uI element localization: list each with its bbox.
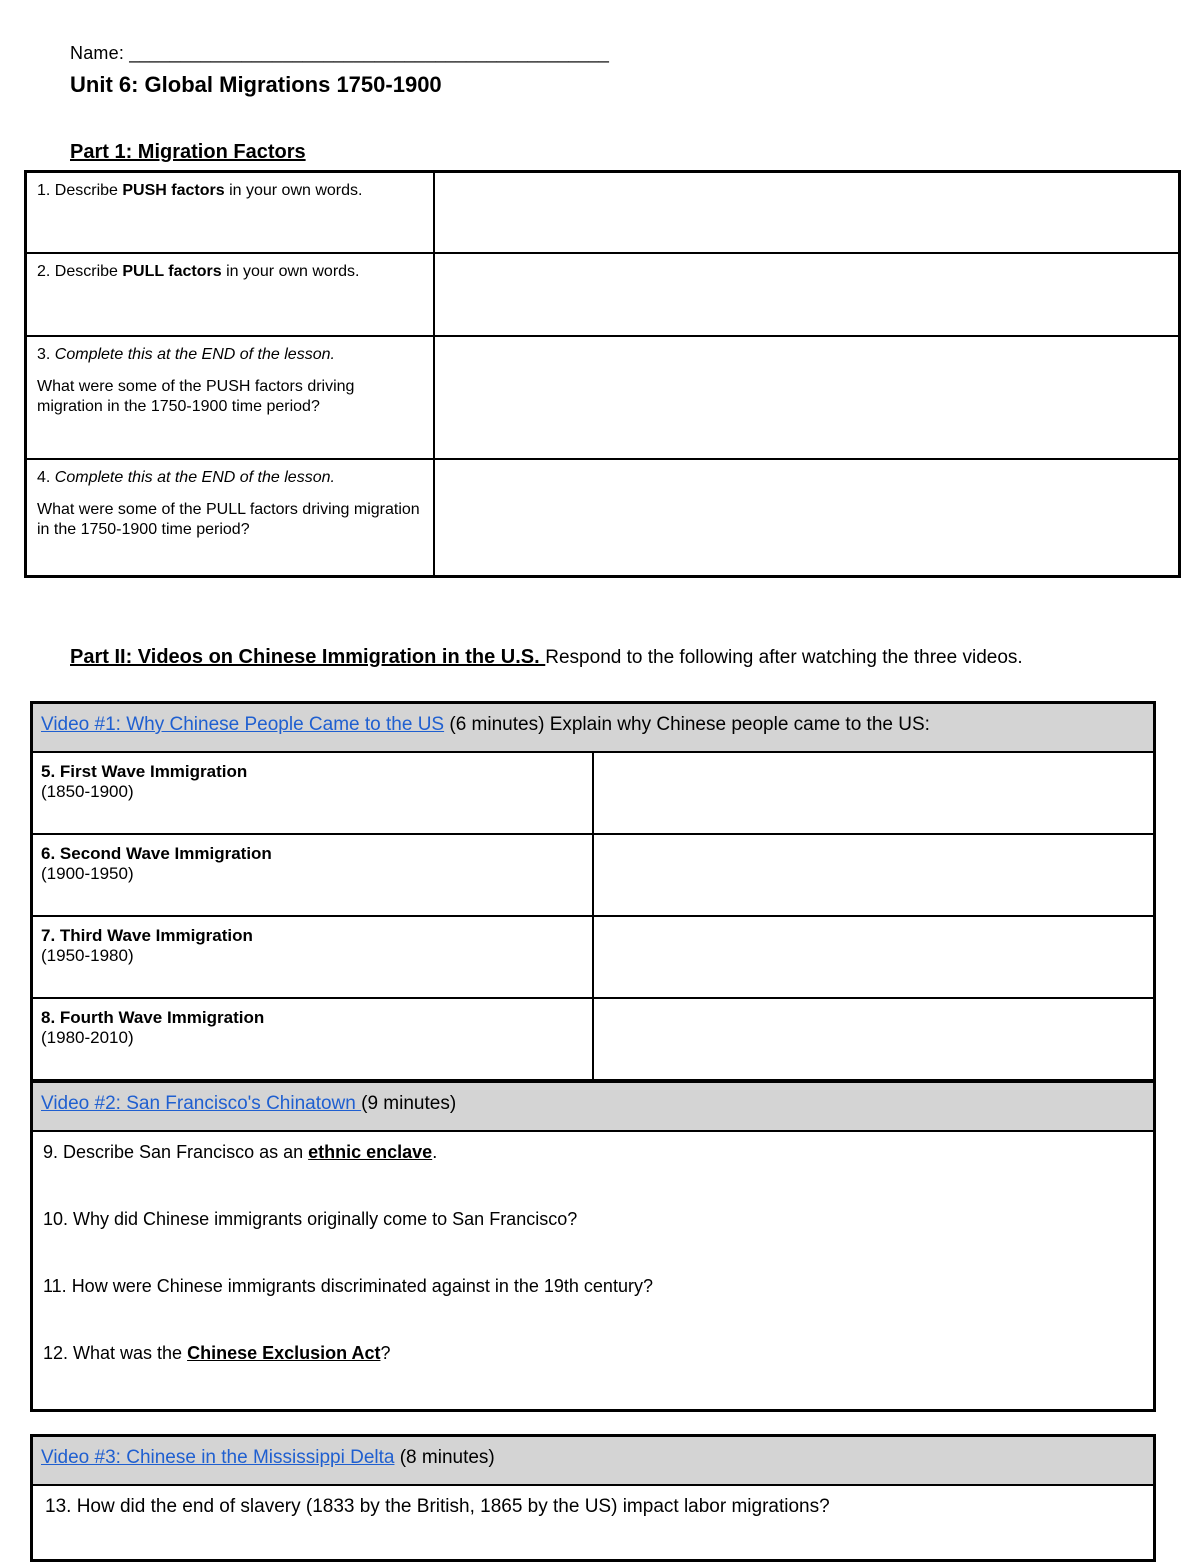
wave-answer-3[interactable] <box>593 916 1155 998</box>
wave-label-2: 6. Second Wave Immigration (1900-1950) <box>32 834 594 916</box>
question-11: 11. How were Chinese immigrants discriminated against in the 19th century? <box>43 1276 653 1296</box>
video2-table <box>30 1080 1156 1412</box>
video3-header: Video #3: Chinese in the Mississippi Delta (8 minutes) <box>32 1436 1155 1486</box>
question-10: 10. Why did Chinese immigrants originally come to San Francisco? <box>43 1209 578 1229</box>
name-field[interactable]: Name: _______________________________________________ <box>70 43 610 63</box>
video1-table <box>30 701 1156 1082</box>
wave-answer-1[interactable] <box>593 752 1155 834</box>
video2-link[interactable]: Video #2: San Francisco's Chinatown <box>41 1093 362 1114</box>
video3-table <box>30 1434 1156 1562</box>
wave-answer-4[interactable] <box>593 998 1155 1080</box>
part2-heading: Part II: Videos on Chinese Immigration in the U.S. <box>70 646 546 668</box>
answer-4[interactable] <box>434 459 1180 577</box>
video1-header: Video #1: Why Chinese People Came to the US (6 minutes) Explain why Chinese people came to the US: <box>32 703 1155 753</box>
wave-label-3: 7. Third Wave Immigration (1950-1980) <box>32 916 594 998</box>
question-13[interactable]: 13. How did the end of slavery (1833 by the British, 1865 by the US) impact labor migrations? <box>32 1485 1155 1561</box>
answer-1[interactable] <box>434 172 1180 253</box>
part2-intro: Part II: Videos on Chinese Immigration in the U.S. Respond to the following after watching the three videos. <box>70 646 1023 668</box>
question-2: 2. Describe PULL factors in your own words. <box>26 253 435 336</box>
video1-link[interactable]: Video #1: Why Chinese People Came to the US <box>41 714 445 735</box>
wave-label-4: 8. Fourth Wave Immigration (1980-2010) <box>32 998 594 1080</box>
wave-label-1: 5. First Wave Immigration (1850-1900) <box>32 752 594 834</box>
question-9: 9. Describe San Francisco as an ethnic enclave. <box>43 1142 438 1162</box>
answer-2[interactable] <box>434 253 1180 336</box>
wave-answer-2[interactable] <box>593 834 1155 916</box>
video2-questions[interactable] <box>32 1131 1155 1411</box>
video3-link[interactable]: Video #3: Chinese in the Mississippi Delta <box>41 1447 395 1468</box>
question-1: 1. Describe PUSH factors in your own words. <box>26 172 435 253</box>
part1-heading: Part 1: Migration Factors <box>70 141 306 163</box>
question-3: 3. Complete this at the END of the lesson. What were some of the PUSH factors driving migration in the 1750-1900 time period? <box>26 336 435 459</box>
migration-factors-table <box>24 170 1181 578</box>
question-4: 4. Complete this at the END of the lesson. What were some of the PULL factors driving migration in the 1750-1900 time period? <box>26 459 435 577</box>
answer-3[interactable] <box>434 336 1180 459</box>
video2-header: Video #2: San Francisco's Chinatown (9 minutes) <box>32 1082 1155 1132</box>
question-12: 12. What was the Chinese Exclusion Act? <box>43 1343 391 1363</box>
page-title: Unit 6: Global Migrations 1750-1900 <box>70 72 442 97</box>
